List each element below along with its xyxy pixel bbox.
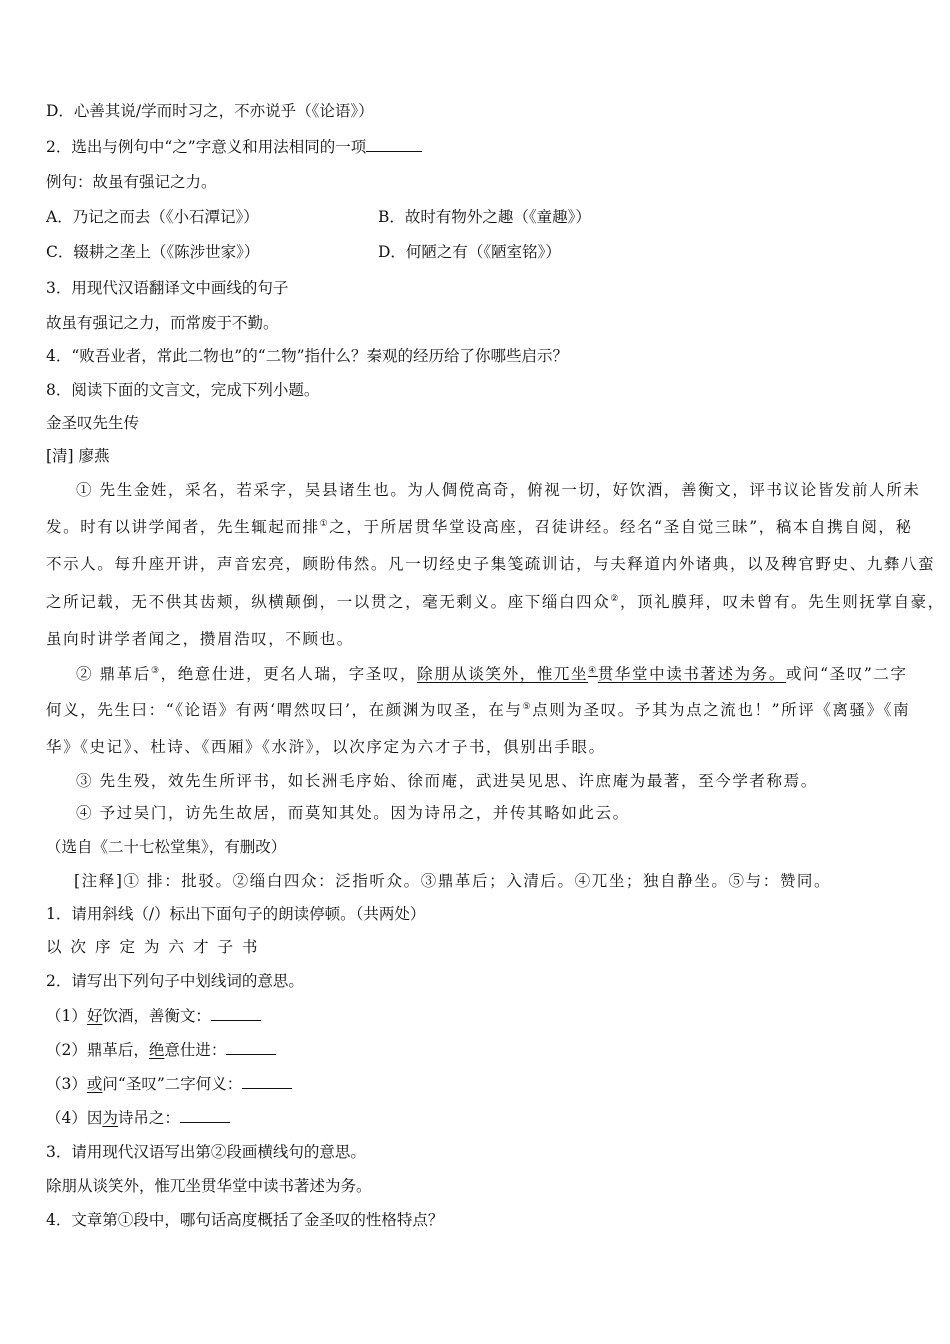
q8-2-item-2 [46, 1040, 276, 1060]
note-ref-1: ① [319, 518, 330, 529]
q8-1-title: 1．请用斜线（/）标出下面句子的朗读停顿。（共两处） [46, 905, 426, 923]
q8-2-1-post: 饮酒，善衡文： [102, 1007, 211, 1025]
q7-2-text: 2．选出与例句中“之”字意义和用法相同的一项 [46, 138, 367, 156]
q8-2-3-underlined-word: 或 [86, 1075, 103, 1093]
q7-2-option-b: B．故时有物外之趣（《童趣》） [378, 208, 591, 226]
q8-2-item-1 [46, 1006, 261, 1026]
q8-2-item-4 [46, 1108, 230, 1128]
q8-2-2-post: 意仕进： [164, 1041, 227, 1059]
passage-p3: ③ 先生殁，效先生所评书，如长洲毛序始、徐而庵，武进吴见思、许庶庵为最著，至今学者称焉。 [76, 772, 818, 790]
passage-source: （选自《二十七松堂集》，有删改） [46, 838, 287, 856]
q7-2-option-a: A．乃记之而去（《小石潭记》） [46, 208, 259, 226]
q7-2-answer-blank [366, 137, 422, 152]
q7-3-sentence: 故虽有强记之力，而常废于不勤。 [46, 314, 279, 332]
q7-4-question: 4．“败吾业者，常此二物也”的“二物”指什么？秦观的经历给了你哪些启示？ [46, 347, 569, 365]
q8-2-title: 2．请写出下列句子中划线词的意思。 [46, 972, 304, 990]
q8-1-sentence: 以次序定为六才子书 [46, 938, 267, 956]
passage-p1-line1: ① 先生金姓，采名，若采字，吴县诸生也。为人倜傥高奇，俯视一切，好饮酒，善衡文，评书议论皆发前人所未 [76, 481, 921, 499]
passage-p2-line3: 华》《史记》、杜诗、《西厢》《水浒》，以次序定为六才子书，俱别出手眼。 [46, 738, 606, 756]
note-ref-4: ④ [588, 665, 598, 676]
passage-title: 金圣叹先生传 [46, 414, 140, 432]
note-ref-5: ⑤ [522, 701, 533, 712]
q8-2-1-underlined-word: 好 [86, 1007, 103, 1025]
p2-l1-b: ，绝意仕进，更名人瑞，字圣叹， [160, 665, 418, 683]
passage-p4: ④ 予过吴门，访先生故居，而莫知其处。因为诗吊之，并传其略如此云。 [76, 804, 630, 822]
p2-l2-b: 点则为圣叹。予其为点之流也！”所评《离骚》《南 [532, 701, 911, 719]
q8-3-title: 3．请用现代汉语写出第②段画横线句的意思。 [46, 1143, 366, 1161]
q8-intro: 8．阅读下面的文言文，完成下列小题。 [46, 381, 320, 399]
underlined-sentence-part2: 贯华堂中读书著述为务。 [597, 665, 786, 683]
q8-2-3-pre: （3） [46, 1075, 87, 1093]
q7-3-title: 3．用现代汉语翻译文中画线的句子 [46, 279, 289, 297]
passage-p1-line5: 虽向时讲学者闻之，攒眉浩叹，不顾也。 [46, 630, 354, 648]
passage-author: [清] 廖燕 [46, 447, 110, 465]
passage-p2-line1 [76, 664, 908, 684]
q8-2-2-answer-blank [226, 1040, 276, 1055]
q8-2-1-pre: （1） [46, 1007, 87, 1025]
q7-2-option-c: C．辍耕之垄上（《陈涉世家》） [46, 243, 260, 261]
q8-2-3-post: 问“圣叹”二字何义： [102, 1075, 243, 1093]
passage-p1-line2 [46, 517, 913, 537]
passage-p1-line4 [46, 592, 945, 612]
q7-2-title [46, 137, 422, 157]
note-ref-2: ② [610, 593, 620, 604]
q8-3-sentence: 除朋从谈笑外，惟兀坐贯华堂中读书著述为务。 [46, 1177, 372, 1195]
q8-2-4-answer-blank [180, 1108, 230, 1123]
p1-l4-b: ，顶礼膜拜，叹未曾有。先生则抚掌自豪， [619, 593, 945, 611]
p2-l1-c: 或问“圣叹”二字 [785, 665, 908, 683]
underlined-sentence-part1: 除朋从谈笑外，惟兀坐 [417, 665, 589, 683]
passage-p2-line2 [46, 700, 910, 720]
q8-2-4-underlined-word: 为 [102, 1109, 118, 1127]
note-ref-3: ③ [150, 665, 161, 676]
q8-2-4-pre: （4）因 [46, 1109, 103, 1127]
p1-l2-a: 发。时有以讲学闻者，先生辄起而排 [46, 518, 320, 536]
q8-2-item-3 [46, 1074, 292, 1094]
q8-2-4-post: 诗吊之： [117, 1109, 180, 1127]
p2-l1-a: ② 鼎革后 [76, 665, 151, 683]
q8-2-3-answer-blank [242, 1074, 292, 1089]
p2-l2-a: 何义，先生曰：“《论语》有两‘喟然叹曰’，在颜渊为叹圣，在与 [46, 701, 523, 719]
passage-notes: [注释]① 排：批驳。②缁白四众：泛指听众。③鼎革后；入清后。④兀坐；独自静坐。⑤与：赞同。 [74, 872, 832, 890]
q8-2-1-answer-blank [211, 1006, 261, 1021]
q8-4-question: 4．文章第①段中，哪句话高度概括了金圣叹的性格特点？ [46, 1211, 444, 1229]
p1-l2-b: 之，于所居贯华堂设高座，召徒讲经。经名“圣自觉三昧”，稿本自携自阅，秘 [329, 518, 913, 536]
q8-2-2-underlined-word: 绝 [148, 1041, 165, 1059]
q7-2-option-d: D．何陋之有（《陋室铭》） [378, 243, 561, 261]
q7-option-d: D．心善其说/学而时习之，不亦说乎（《论语》） [46, 102, 374, 120]
passage-p1-line3: 不示人。每升座开讲，声音宏亮，顾盼伟然。凡一切经史子集笺疏训诂，与夫释道内外诸典，以及稗官野史、九彝八蛮 [46, 555, 936, 573]
q8-2-2-pre: （2）鼎革后， [46, 1041, 149, 1059]
q7-2-example: 例句：故虽有强记之力。 [46, 173, 217, 191]
p1-l4-a: 之所记载，无不供其齿颊，纵横颠倒，一以贯之，毫无剩义。座下缁白四众 [46, 593, 611, 611]
